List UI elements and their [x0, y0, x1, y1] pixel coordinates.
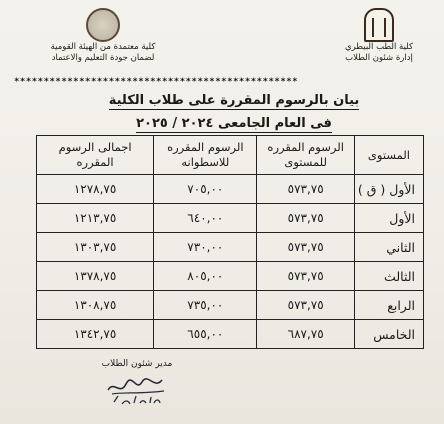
cylinder-fees-cell: ٦٤٠,٠٠	[154, 204, 257, 233]
cylinder-fees-cell: ٧٣٠,٠٠	[154, 233, 257, 262]
level-fees-cell: ٥٧٣,٧٥	[257, 233, 354, 262]
level-fees-cell: ٦٨٧,٧٥	[257, 320, 354, 349]
level-fees-cell: ٥٧٣,٧٥	[257, 291, 354, 320]
table-header-row	[37, 136, 424, 175]
total-fees-cell: ١٣٧٨,٧٥	[37, 262, 154, 291]
accreditation-line2: لضمان جودة التعليم والاعتماد	[51, 53, 155, 63]
header-right	[324, 8, 434, 64]
level-fees-cell: ٥٧٣,٧٥	[257, 175, 354, 204]
table-row	[37, 320, 424, 349]
accreditation-seal	[86, 8, 120, 42]
fees-table	[36, 135, 424, 349]
level-cell: الخامس	[354, 320, 423, 349]
total-fees-cell: ١٣٤٢,٧٥	[37, 320, 154, 349]
level-cell: الأول ( ق )	[354, 175, 423, 204]
header-left	[28, 8, 178, 64]
handwritten-signature	[102, 372, 172, 412]
total-fees-cell: ١٢٧٨,٧٥	[37, 175, 154, 204]
document-title	[84, 93, 384, 108]
signature-title: مدير شئون الطلاب	[101, 359, 173, 369]
cylinder-fees-cell: ٧٠٥,٠٠	[154, 175, 257, 204]
col-header-cylinder-fees: الرسوم المقرره للاسطوانه	[154, 136, 257, 175]
table-row	[37, 262, 424, 291]
table-row	[37, 233, 424, 262]
level-cell: الثاني	[354, 233, 423, 262]
cylinder-fees-cell: ٧٣٥,٠٠	[154, 291, 257, 320]
col-header-total-fees: اجمالى الرسوم المقرره	[37, 136, 154, 175]
level-fees-cell: ٥٧٣,٧٥	[257, 262, 354, 291]
col-header-level: المستوى	[354, 136, 423, 175]
faculty-logo	[364, 8, 394, 42]
total-fees-cell: ١٣٠٨,٧٥	[37, 291, 154, 320]
table-row	[37, 175, 424, 204]
department-name: إدارة شئون الطلاب	[345, 53, 413, 63]
level-cell: الأول	[354, 204, 423, 233]
academic-year	[84, 116, 384, 131]
accreditation-line1: كلية معتمدة من الهيئة القومية	[50, 42, 156, 52]
total-fees-cell: ١٣٠٣,٧٥	[37, 233, 154, 262]
separator-stars: ************************************************	[14, 77, 299, 87]
level-cell: الثالث	[354, 262, 423, 291]
cylinder-fees-cell: ٨٠٥,٠٠	[154, 262, 257, 291]
document-title-text: بيان بالرسوم المقررة على طلاب الكلية	[108, 93, 360, 108]
level-cell: الرابع	[354, 291, 423, 320]
table-row	[37, 204, 424, 233]
level-fees-cell: ٥٧٣,٧٥	[257, 204, 354, 233]
table-row	[37, 291, 424, 320]
academic-year-text: فى العام الجامعى ٢٠٢٤ / ٢٠٢٥	[136, 116, 332, 131]
faculty-name: كلية الطب البيطري	[344, 42, 414, 52]
cylinder-fees-cell: ٦٥٥,٠٠	[154, 320, 257, 349]
col-header-level-fees: الرسوم المقرره للمستوى	[257, 136, 354, 175]
total-fees-cell: ١٢١٣,٧٥	[37, 204, 154, 233]
